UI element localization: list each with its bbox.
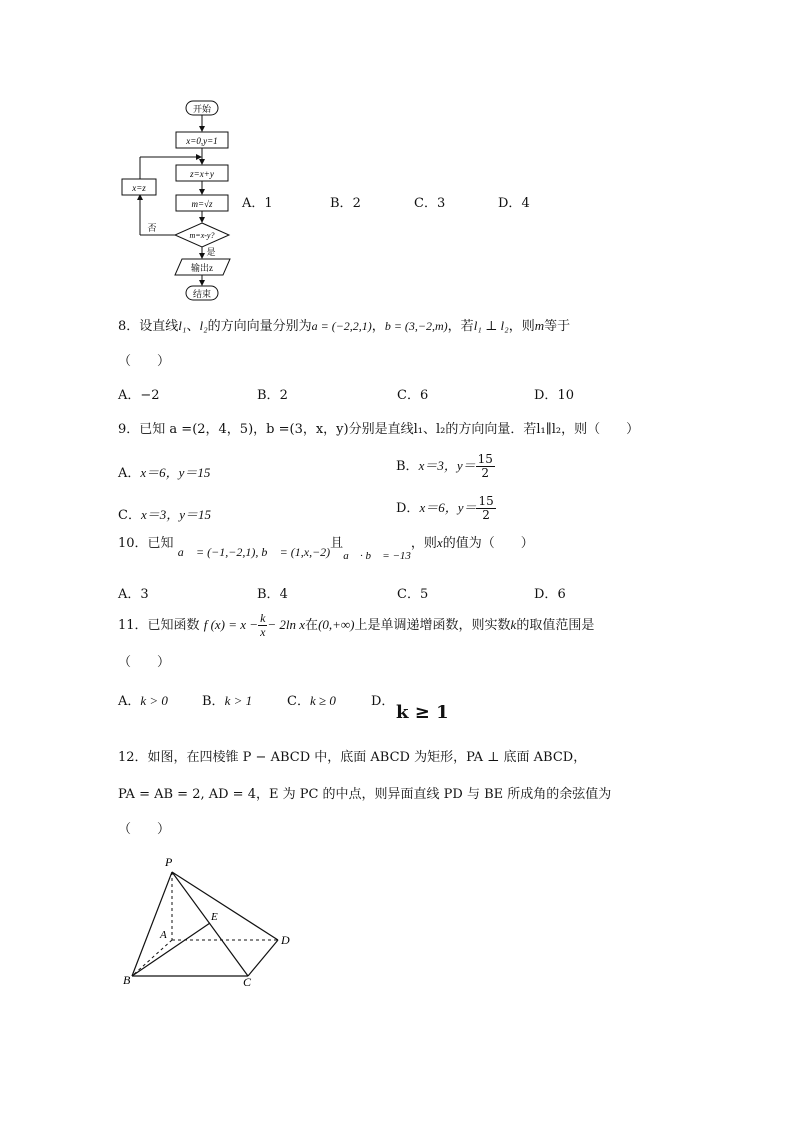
q9-option-a: A．x＝6，y＝15 (118, 465, 211, 481)
label-a: A (160, 929, 167, 941)
q9-option-b-fraction: $\frac{15}{2}$ (477, 452, 493, 480)
label-d: D (281, 933, 290, 947)
q11-option-d-letter: D． (371, 694, 395, 709)
edge-pd (172, 872, 278, 940)
q9-stem: 9．已知 a =(2，4，5)，b =(3，x，y)分别是直线l₁、l₂的方向向量．若l₁∥l₂，则（ ） (118, 422, 640, 437)
q8-stem: 8．设直线l₁、l₂的方向向量分别为a = (−2,2,1)，b = (3,−2,m)，若l₁ ⊥ l₂，则m等于 (118, 318, 571, 334)
q11-fraction: $\frac{k}{x}$ (260, 611, 266, 639)
q10-stem: 10．已知 a⃗ = (−1,−2,1), b⃗ = (1,x,−2)且$_{a⃗ \cdot b⃗ = -13}$，则x的值为（ ） (118, 535, 534, 562)
q11-option-b: B．k > 1 (202, 693, 253, 709)
q8-option-d: D．10 (534, 388, 574, 403)
flow-no-label: 否 (147, 223, 157, 233)
q11-option-a: A．k > 0 (118, 693, 168, 709)
q12-answer-paren: （ ） (118, 822, 171, 837)
flow-yes-label: 是 (206, 247, 216, 257)
q12-line1: 12．如图，在四棱锥 P − ABCD 中，底面 ABCD 为矩形，PA ⊥ 底面 ABCD， (118, 750, 587, 765)
label-c: C (243, 975, 252, 988)
q11-answer-paren: （ ） (118, 655, 171, 670)
edge-ab (132, 940, 172, 976)
q9-option-d: D．x＝6，y＝ $\frac{15}{2}$ (396, 494, 494, 522)
q11-option-d-value: k ≥ 1 (396, 702, 449, 723)
flow-condition-text: m=x-y? (189, 231, 215, 240)
flow-update-text: x=z (132, 183, 146, 193)
q10-option-a: A．3 (118, 587, 149, 602)
q9-option-c: C．x＝3，y＝15 (118, 507, 211, 523)
q9-option-d-fraction: $\frac{15}{2}$ (478, 494, 494, 522)
label-b: B (123, 973, 131, 987)
flow-step-m-text: m=√z (191, 199, 213, 209)
q10-vectors: a⃗ = (−1,−2,1), b⃗ = (1,x,−2) (177, 545, 331, 559)
flow-output-text: 输出z (191, 263, 213, 273)
q7-option-b: B．2 (330, 196, 361, 211)
q10-dot-product: a⃗ · b⃗ = −13 (343, 550, 411, 562)
edge-pc (172, 872, 248, 976)
flow-step-z-text: z=x+y (190, 169, 214, 179)
label-e: E (211, 911, 218, 923)
q8-answer-paren: （ ） (118, 354, 171, 369)
q10-option-d: D．6 (534, 587, 566, 602)
q8-option-a: A．−2 (118, 388, 160, 403)
flow-start-text: 开始 (192, 104, 212, 114)
q11-stem: 11．已知函数 f (x) = x − $\frac{k}{x}$ − 2ln x在(0,+∞)上是单调递增函数，则实数k的取值范围是 (118, 611, 595, 639)
edge-pb (132, 872, 172, 976)
q8-option-c: C．6 (397, 388, 429, 403)
q11-option-c: C．k ≥ 0 (287, 693, 336, 709)
flow-init-text: x=0,y=1 (186, 136, 218, 146)
q7-option-d: D．4 (498, 196, 530, 211)
q10-option-b: B．4 (257, 587, 288, 602)
flowchart-diagram (110, 95, 240, 305)
pyramid-figure (118, 848, 308, 988)
q12-line2: PA = AB = 2, AD = 4，E 为 PC 的中点，则异面直线 PD 与 BE 所成角的余弦值为 (118, 787, 612, 802)
flow-end-text: 结束 (192, 289, 212, 299)
edge-cd (248, 940, 278, 976)
q9-option-b: B．x＝3，y＝ $\frac{15}{2}$ (396, 452, 493, 480)
q8-option-b: B．2 (257, 388, 288, 403)
q7-option-c: C．3 (414, 196, 446, 211)
q7-option-a: A．1 (242, 196, 273, 211)
segment-be (132, 923, 210, 976)
q10-option-c: C．5 (397, 587, 429, 602)
label-p: P (165, 855, 173, 869)
